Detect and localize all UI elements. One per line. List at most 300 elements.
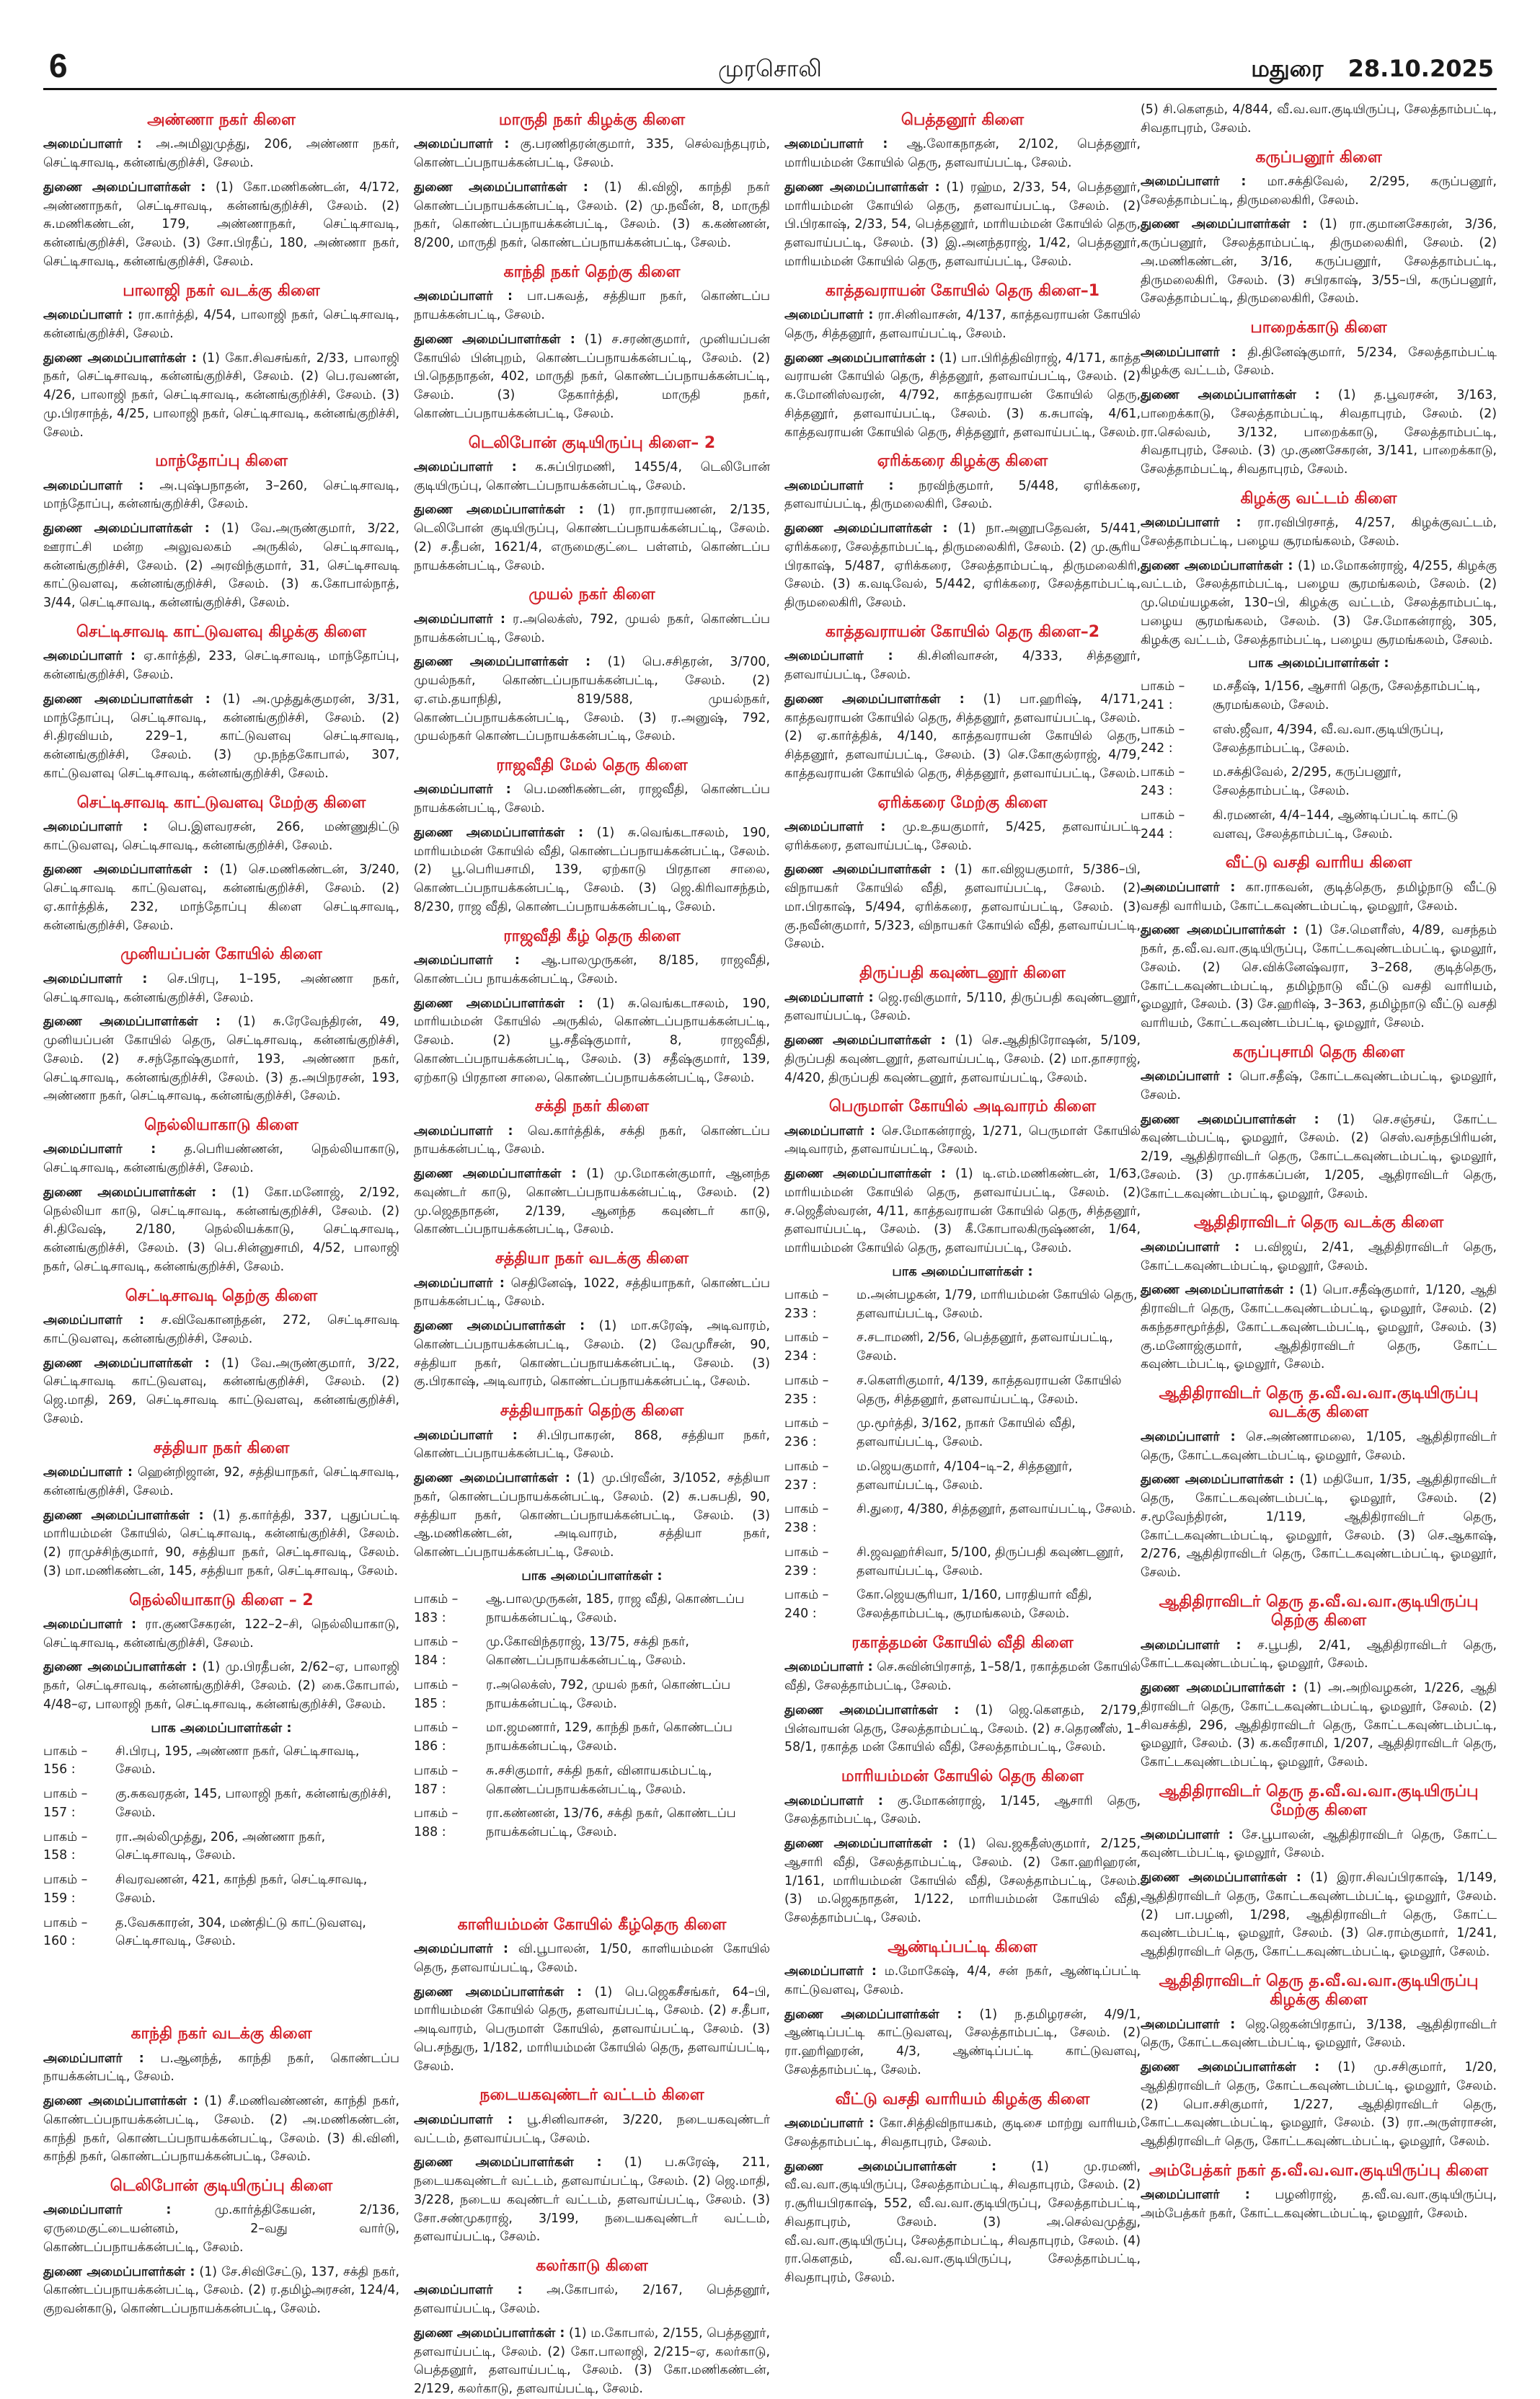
booth-row (784, 1458, 1141, 1495)
newspaper-name: முரசொலி (718, 55, 822, 82)
member-details: ச.விவேகானந்தன், 272, செட்டிசாவடி காட்டுவளவு, கன்னங்குறிச்சி, சேலம். (43, 1313, 399, 1346)
branch-heading: காத்தவராயன் கோயில் தெரு கிளை–1 (825, 281, 1100, 300)
spacer (414, 1848, 770, 1906)
member-details: (1) இரா.சிவப்பிரகாஷ், 1/149, ஆதிதிராவிடர் தெரு, கோட்டகவுண்டம்பட்டி, ஓமலூர், சேலம். (2) பா.பழனி, 1/298, ஆதிதிராவிடர் தெரு, கோட்ட கவுண்டம்பட்டி, ஓமலூர், சேலம். (3) செ.ராம்குமார், 1/241, ஆதிதிராவிடர் தெரு, கோட்டகவுண்டம்பட்டி, ஓமலூர், சேலம். (1141, 1870, 1497, 1960)
member-details: (1) டி.எம்.மணிகண்டன், 1/63, மாரியம்மன் கோயில் தெரு, தளவாய்பட்டி, சேலம். (2) ச.ஜெதீஸ்வரன், 4/11, காத்தவராயன் கோயில் தெரு, சித்தனூர், தளவாய்பட்டி, சேலம். (3) கீ.கோபாலகிருஷ்ணன், 1/64, மாரியம்மன் கோயில் தெரு, தளவாய்பட்டி, சேலம். (784, 1167, 1141, 1256)
booth-number: பாகம் – 236 : (784, 1416, 829, 1450)
member-details: பெ.இளவரசன், 266, மண்ணுதிட்டு காட்டுவளவு, செட்டிசாவடி, கன்னங்குறிச்சி, சேலம். (43, 819, 399, 853)
booth-row (414, 1676, 770, 1714)
role-label: துணை அமைப்பாளர்கள் : (1141, 1681, 1297, 1696)
member-details: (1) ப.சுரேஷ், 211, நடையகவுண்டர் வட்டம், தளவாய்பட்டி, சேலம். (2) ஜெ.மாதி, 3/228, நடைய கவுண்டர் வட்டம், தளவாய்பட்டி, சேலம். (3) சோ.சண்முகராஜ், 3/199, நடையகவுண்டர் வட்டம், தளவாய்பட்டி, சேலம். (414, 2155, 770, 2245)
member-details: (1) சு.வெங்கடாசலம், 190, மாரியம்மன் கோயில் அருகில், கொண்டப்பநாயக்கன்பட்டி, சேலம். (2) பூ.சதீஷ்குமார், 8, ராஜவீதி, கொண்டப்பநாயக்கன்பட்டி, சேலம். (3) சதீஷ்குமார், 139, ஏற்காடு பிரதான சாலை, கொண்டப்பநாயக்கன்பட்டி, சேலம். (414, 996, 770, 1085)
member-paragraph (1141, 386, 1497, 480)
role-label: துணை அமைப்பாளர்கள் : (43, 180, 206, 195)
member-details: (1) பா.ஹரிஷ், 4/171, காத்தவராயன் கோயில் தெரு, சித்தனூர், தளவாய்பட்டி, சேலம். (2) ஏ.கார்த்திக், 4/140, காத்தவராயன் கோயில் தெரு, சித்தனூர், தளவாய்பட்டி, சேலம். (3) செ.கோகுல்ராஜ், 4/79, காத்தவராயன் கோயில் தெரு, சித்தனூர், தளவாய்பட்டி, சேலம். (784, 692, 1141, 781)
role-label: துணை அமைப்பாளர்கள் : (414, 996, 584, 1011)
booth-row (784, 1501, 1141, 1538)
role-label: துணை அமைப்பாளர்கள் : (43, 1356, 210, 1371)
role-label: அமைப்பாளர் : (43, 308, 133, 323)
booth-number: பாகம் – 158 : (43, 1829, 88, 1863)
branch-heading: கலர்காடு கிளை (536, 2257, 648, 2276)
member-details: செ.மோகன்ராஜ், 1/271, பெருமாள் கோயில் அடிவாரம், தளவாய்பட்டி, சேலம். (784, 1123, 1141, 1157)
member-details: (1) ரஹ்ம, 2/33, 54, பெத்தனூர், மாரியம்மன் கோயில் தெரு, தளவாய்பட்டி, சேலம். (2) பி.பிரகாஷ், 2/33, 54, பெத்தனூர், மாரியம்மன் கோயில் தெரு, தளவாய்பட்டி, சேலம். (3) இ.அனந்தராஜ், 1/42, பெத்தனூர், மாரியம்மன் கோயில் தெரு, தளவாய்பட்டி, சேலம். (784, 180, 1141, 269)
section-subheading: பாக அமைப்பாளர்கள் : (892, 1263, 1033, 1279)
role-label: அமைப்பாளர் : (43, 1465, 133, 1480)
member-paragraph (414, 501, 770, 575)
booth-row (43, 1743, 399, 1780)
booth-member: சி.பிரபு, 195, அண்ணா நகர், செட்டிசாவடி, சேலம். (115, 1744, 360, 1777)
role-label: அமைப்பாளர் : (43, 649, 136, 664)
branch-heading: வீட்டு வசதி வாரிய கிளை (1225, 854, 1412, 872)
member-paragraph (414, 2325, 770, 2399)
branch-heading: முயல் நகர் கிளை (528, 586, 655, 604)
member-details: (1) பெ.ஜெகசீசங்கர், 64–பி, மாரியம்மன் கோயில் தெரு, தளவாய்பட்டி, சேலம். (2) ச.தீபா, அடிவாரம், பெருமாள் கோயில், தளவாய்பட்டி, சேலம். (3) பெ.சந்துரு, 1/182, மாரியம்மன் கோயில் தெரு, தளவாய்பட்டி, சேலம். (414, 1984, 770, 2074)
member-paragraph (414, 995, 770, 1088)
role-label: அமைப்பாளர் : (1141, 1240, 1240, 1255)
branch-heading: கருப்புசாமி தெரு கிளை (1232, 1043, 1405, 1061)
role-label: துணை அமைப்பாளர்கள் : (1141, 2060, 1320, 2075)
booth-row (1141, 678, 1497, 715)
role-label: துணை அமைப்பாளர்கள் : (784, 2007, 962, 2022)
booth-row (784, 1415, 1141, 1452)
booth-row (784, 1372, 1141, 1410)
member-paragraph (784, 861, 1141, 954)
member-paragraph (784, 648, 1141, 685)
member-paragraph (43, 2050, 399, 2087)
role-label: அமைப்பாளர் : (43, 2051, 144, 2066)
role-label: துணை அமைப்பாளர்கள் : (414, 2325, 565, 2341)
branch-heading: ஆண்டிப்பட்டி கிளை (888, 1938, 1037, 1956)
booth-row (1141, 721, 1497, 759)
member-details: கி.சினிவாசன், 4/333, சித்தனூர், தளவாய்பட்டி, சேலம். (784, 649, 1141, 683)
branch-heading: சத்தியா நகர் கிளை (153, 1439, 290, 1457)
member-paragraph (414, 1940, 770, 1978)
booth-row (43, 1914, 399, 1952)
member-details: (5) சி.கௌதம், 4/844, வீ.வ.வா.குடியிருப்பு, சேலத்தாம்பட்டி, சிவதாபுரம், சேலம். (1141, 102, 1497, 136)
member-paragraph (1141, 1826, 1497, 1864)
member-paragraph (784, 477, 1141, 515)
role-label: அமைப்பாளர் : (1141, 2017, 1236, 2032)
booth-number: பாகம் – 235 : (784, 1373, 829, 1407)
booth-row (784, 1544, 1141, 1581)
role-label: அமைப்பாளர் : (1141, 880, 1236, 895)
member-paragraph (414, 1470, 770, 1563)
booth-member: ம.ஜெயகுமார், 4/104–டி–2, சித்தனூர், தளவாய்பட்டி, சேலம். (857, 1459, 1073, 1493)
role-label: அமைப்பாளர் : (1141, 1069, 1233, 1084)
member-paragraph (784, 2115, 1141, 2152)
member-paragraph (784, 179, 1141, 272)
member-paragraph (784, 2006, 1141, 2080)
role-label: துணை அமைப்பாளர்கள் : (1141, 1870, 1301, 1886)
role-label: அமைப்பாளர் : (1141, 345, 1236, 360)
role-label: அமைப்பாளர் : (1141, 1429, 1236, 1444)
member-paragraph (414, 781, 770, 818)
member-paragraph (1141, 1281, 1497, 1374)
member-details: ர.அலெக்ஸ், 792, முயல் நகர், கொண்டப்ப நாயக்கன்பட்டி, சேலம். (414, 611, 770, 645)
branch-heading: கருப்பனூர் கிளை (1255, 148, 1382, 167)
member-paragraph (43, 861, 399, 935)
member-paragraph (43, 1184, 399, 1277)
role-label: அமைப்பாளர் : (43, 137, 142, 152)
booth-member: ஆ.பாலமுருகன், 185, ராஜ வீதி, கொண்டப்ப நாயக்கன்பட்டி, சேலம். (486, 1591, 745, 1625)
member-paragraph (414, 2111, 770, 2149)
booth-member: எஸ்.ஜீவா, 4/394, வீ.வ.வா.குடியிருப்பு, சேலத்தாம்பட்டி, சேலம். (1213, 722, 1444, 756)
member-paragraph (43, 818, 399, 856)
member-details: ஏ.கார்த்தி, 233, செட்டிசாவடி, மாந்தோப்பு, கன்னங்குறிச்சி, சேலம். (43, 649, 399, 683)
role-label: துணை அமைப்பாளர்கள் : (784, 692, 965, 707)
branch-heading: வீட்டு வசதி வாரியம் கிழக்கு கிளை (835, 2090, 1090, 2108)
role-label: துணை அமைப்பாளர்கள் : (414, 825, 584, 840)
member-paragraph (43, 1658, 399, 1714)
member-details: (1) ஜெ.கௌதம், 2/179, பின்வாயன் தெரு, சேலத்தாம்பட்டி, சேலம். (2) ச.தெரணீஸ், 1–58/1, ரகாத்த மன் கோயில் வீதி, சேலத்தாம்பட்டி, சேலம். (784, 1702, 1141, 1755)
branch-heading: காந்தி நகர் தெற்கு கிளை (503, 262, 681, 281)
member-details: வெ.கார்த்திக், சக்தி நகர், கொண்டப்ப நாயக்கன்பட்டி, சேலம். (414, 1123, 770, 1157)
member-details: ப.விஜய், 2/41, ஆதிதிராவிடர் தெரு, கோட்டகவுண்டம்பட்டி, ஓமலூர், சேலம். (1141, 1240, 1497, 1273)
role-label: அமைப்பாளர் : (414, 137, 510, 152)
member-paragraph (414, 136, 770, 173)
member-paragraph (1141, 879, 1497, 916)
role-label: துணை அமைப்பாளர்கள் : (1141, 388, 1320, 403)
member-paragraph (1141, 2186, 1497, 2224)
role-label: அமைப்பாளர் : (414, 1123, 513, 1139)
member-paragraph (43, 1355, 399, 1429)
booth-member: கு.சுகவரதன், 145, பாலாஜி நகர், கன்னங்குறிச்சி, சேலம். (115, 1787, 391, 1820)
member-details: செ.பிரபு, 1–195, அண்ணா நகர், செட்டிசாவடி, கன்னங்குறிச்சி, சேலம். (43, 971, 399, 1005)
branch-heading: செட்டிசாவடி தெற்கு கிளை (125, 1286, 318, 1305)
column-3 (784, 101, 1141, 2365)
branch-heading: அண்ணா நகர் கிளை (147, 111, 296, 129)
role-label: அமைப்பாளர் : (414, 953, 520, 968)
booth-row (784, 1286, 1141, 1324)
member-paragraph (43, 971, 399, 1008)
booth-member: சு.சசிகுமார், சக்தி நகர், வினாயகம்பட்டி, கொண்டப்பநாயக்கன்பட்டி, சேலம். (486, 1763, 712, 1797)
role-label: அமைப்பாளர் : (414, 2283, 523, 2298)
booth-number: பாகம் – 186 : (414, 1720, 459, 1754)
column-4 (1141, 101, 1497, 2365)
member-details: மு.உதயகுமார், 5/425, தளவாய்பட்டி ஏரிக்கரை, தளவாய்பட்டி, சேலம். (784, 819, 1141, 853)
role-label: அமைப்பாளர் : (414, 459, 517, 474)
member-paragraph (784, 1123, 1141, 1160)
member-paragraph (1141, 557, 1497, 650)
role-label: அமைப்பாளர் : (1141, 1827, 1234, 1842)
member-paragraph (43, 179, 399, 272)
role-label: அமைப்பாளர் : (43, 1617, 137, 1632)
member-paragraph (1141, 1637, 1497, 1674)
edition-info (1226, 55, 1494, 85)
role-label: அமைப்பாளர் : (414, 2112, 513, 2127)
booth-member: மா.ஜமணார், 129, காந்தி நகர், கொண்டப்ப நாயக்கன்பட்டி, சேலம். (486, 1720, 733, 1754)
booth-number: பாகம் – 234 : (784, 1330, 829, 1364)
booth-number: பாகம் – 160 : (43, 1915, 88, 1949)
booth-row (784, 1586, 1141, 1624)
member-details: (1) கி.விஜி, காந்தி நகர் கொண்டப்பநாயக்கன்பட்டி, சேலம். (2) மு.நவீன், 8, மாருதி நகர், கொண்டப்பநாயக்கன்பட்டி, சேலம். (3) க.கண்ணன், 8/200, மாருதி நகர், கொண்டப்பநாயக்கன்பட்டி, சேலம். (414, 180, 770, 251)
member-details: (1) மு.பிரவீன், 3/1052, சத்தியா நகர், கொண்டப்பநாயக்கன்பட்டி, சேலம். (2) சு.பசுபதி, 90, சத்தியா நகர், கொண்டப்பநாயக்கன்பட்டி, சேலம். (3) ஆ.மணிகண்டன், அடிவாரம், சத்தியா நகர், கொண்டப்பநாயக்கன்பட்டி, சேலம். (414, 1471, 770, 1560)
member-details: ரா.குணசேகரன், 122–2–சி, நெல்லியாகாடு, செட்டிசாவடி, கன்னங்குறிச்சி, சேலம். (43, 1617, 399, 1651)
member-paragraph (43, 2201, 399, 2257)
booth-member: மு.கோவிந்தராஜ், 13/75, சக்தி நகர், கொண்டப்பநாயக்கன்பட்டி, சேலம். (486, 1635, 689, 1669)
member-details: (1) ந.தமிழரசன், 4/9/1, ஆண்டிப்பட்டி காட்டுவளவு, சேலத்தாம்பட்டி, சேலம். (2) ரா.ஹரிஹரன், 4/3, ஆண்டிப்பட்டி காட்டுவளவு, சேலத்தாம்பட்டி, சேலம். (784, 2007, 1141, 2077)
role-label: அமைப்பாளர் : (414, 1428, 518, 1443)
branch-heading: கிழக்கு வட்டம் கிளை (1240, 489, 1397, 508)
booth-row (414, 1805, 770, 1842)
member-details: வி.பூபாலன், 1/50, காளியம்மன் கோயில் தெரு, தளவாய்பட்டி, சேலம். (414, 1942, 770, 1975)
booth-member: சி.ஜவஹர்சிவா, 5/100, திருப்பதி கவுண்டனூர், தளவாய்பட்டி, சேலம். (857, 1545, 1124, 1578)
role-label: அமைப்பாளர் : (43, 819, 148, 834)
role-label: அமைப்பாளர் : (784, 819, 886, 834)
branch-heading: முனியப்பன் கோயில் கிளை (120, 945, 322, 964)
member-paragraph (43, 1464, 399, 1501)
booth-number: பாகம் – 243 : (1141, 765, 1185, 799)
member-details: அ.கோபால், 2/167, பெத்தனூர், தளவாய்பட்டி, சேலம். (414, 2283, 770, 2317)
member-details: செதினேஷ், 1022, சத்தியாநகர், கொண்டப்ப நாயக்கன்பட்டி, சேலம். (414, 1276, 770, 1309)
branch-heading: செட்டிசாவடி காட்டுவளவு மேற்கு கிளை (76, 793, 366, 812)
booth-number: பாகம் – 238 : (784, 1502, 829, 1536)
member-details: (1) ரா.நாராயணன், 2/135, டெலிபோன் குடியிருப்பு, கொண்டப்பநாயக்கன்பட்டி, சேலம். (2) ச.தீபன், 1621/4, எருமைகுட்டை பள்ளம், கொண்டப்ப நாயக்கன்பட்டி, சேலம். (414, 503, 771, 573)
booth-number: பாகம் – 185 : (414, 1677, 459, 1711)
member-paragraph (414, 288, 770, 325)
member-details: கு.மோகன்ராஜ், 1/145, ஆசாரி தெரு, சேலத்தாம்பட்டி, சேலம். (784, 1793, 1141, 1827)
member-paragraph (43, 520, 399, 613)
column-2 (414, 101, 771, 2397)
page-number: 6 (49, 47, 68, 84)
member-paragraph (1141, 1471, 1497, 1583)
booth-number: பாகம் – 233 : (784, 1287, 829, 1321)
section-subheading: பாக அமைப்பாளர்கள் : (521, 1568, 663, 1583)
role-label: துணை அமைப்பாளர்கள் : (784, 180, 940, 195)
booth-number: பாகம் – 241 : (1141, 679, 1185, 713)
booth-number: பாகம் – 240 : (784, 1588, 829, 1622)
member-details: (1) ம.மோகன்ராஜ், 4/255, கிழக்கு வட்டம், சேலத்தாம்பட்டி, பழைய சூரமங்கலம், சேலம். (2) மு.மெய்யழகன், 130–பி, கிழக்கு வட்டம், சேலத்தாம்பட்டி, பழைய சூரமங்கலம், சேலம். (3) சே.மோகன்ராஜ், 305, கிழக்கு வட்டம், சேலத்தாம்பட்டி, பழைய சூரமங்கலம், சேலம். (1141, 558, 1497, 648)
member-details: (1) த.பூவரசன், 3/163, பாறைக்காடு, சேலத்தாம்பட்டி, சிவதாபுரம், சேலம். (2) ரா.செல்வம், 3/132, பாறைக்காடு, சேலத்தாம்பட்டி, சிவதாபுரம், சேலம். (3) மு.குணசேகரன், 3/141, பாறைக்காடு, சேலத்தாம்பட்டி, சிவதாபுரம், சேலம். (1141, 388, 1497, 477)
member-details: ச.பூபதி, 2/41, ஆதிதிராவிடர் தெரு, கோட்டகவுண்டம்பட்டி, ஓமலூர், சேலம். (1141, 1638, 1497, 1671)
member-details: ஆ.பாலமுருகன், 8/185, ராஜவீதி, கொண்டப்ப நாயக்கன்பட்டி, சேலம். (414, 953, 770, 986)
role-label: துணை அமைப்பாளர்கள் : (414, 2155, 602, 2170)
member-details: (1) நா.அனூபதேவன், 5/441, ஏரிக்கரை, சேலத்தாம்பட்டி, திருமலைகிரி, சேலம். (2) மு.சூரிய பிரகாஷ், 5/487, ஏரிக்கரை, சேலத்தாம்பட்டி, திருமலைகிரி, சேலம். (3) க.வடிவேல், 5/442, ஏரிக்கரை, சேலத்தாம்பட்டி, திருமலைகிரி, சேலம். (784, 521, 1141, 611)
member-details: (1) வே.அருண்குமார், 3/22, ஊராட்சி மன்ற அலுவலகம் அருகில், செட்டிசாவடி, கன்னங்குறிச்சி, சேலம். (2) அரவிந்குமார், 31, செட்டிசாவடி காட்டுவளவு, கன்னங்குறிச்சி, சேலம். (3) க.கோபால்நாத், 3/44, செட்டிசாவடி, கன்னங்குறிச்சி, சேலம். (43, 521, 399, 611)
booth-member: த.வேசுகாரன், 304, மண்திட்டு காட்டுவளவு, செட்டிசாவடி, சேலம். (115, 1915, 366, 1949)
member-paragraph (784, 1793, 1141, 1830)
member-details: ஜெ.ரவிகுமார், 5/110, திருப்பதி கவுண்டனூர், தளவாய்பட்டி, சேலம். (784, 990, 1141, 1024)
branch-heading: மாருதி நகர் கிழக்கு கிளை (498, 111, 686, 129)
member-details: (1) செ.ஆதிநிரோஷன், 5/109, திருப்பதி கவுண்டனூர், தளவாய்பட்டி, சேலம். (2) மா.தாசராஜ், 4/420, திருப்பதி கவுண்டனூர், தளவாய்பட்டி, சேலம். (784, 1033, 1141, 1085)
member-details: ம.மோகேஷ், 4/4, சன் நகர், ஆண்டிப்பட்டி காட்டுவளவு, சேலம். (784, 1964, 1141, 1997)
member-paragraph (414, 1165, 770, 1240)
member-paragraph (43, 350, 399, 443)
booth-number: பாகம் – 157 : (43, 1787, 88, 1820)
booth-row (43, 1829, 399, 1866)
member-paragraph (414, 1317, 770, 1392)
member-details: (1) சே.மௌரீஸ், 4/89, வசந்தம் நகர், த.வீ.வ.வா.குடியிருப்பு, கோட்டகவுண்டம்பட்டி, ஓமலூர், சேலம். (2) செ.விக்னேஷ்வரா, 3–268, குடித்தெரு, கோட்டகவுண்டம்பட்டி, தமிழ்நாடு வீட்டு வசதி வாரியம், ஓமலூர், சேலம். (3) சே.ஹரிஷ், 3–363, தமிழ்நாடு வீட்டு வசதி வாரியம், கோட்டகவுண்டம்பட்டி, ஓமலூர், சேலம். (1141, 923, 1497, 1031)
member-details: (1) கா.விஜயகுமார், 5/386–பி, விநாயகர் கோயில் வீதி, தளவாய்பட்டி, சேலம். (2) மா.பிரகாஷ், 5/494, ஏரிக்கரை, தளவாய்பட்டி, சேலம். (3) கு.நவீன்குமார், 5/323, விநாயகர் கோயில் வீதி, தளவாய்பட்டி, சேலம். (784, 862, 1141, 952)
member-details: த.பெரியண்ணன், நெல்லியாகாடு, செட்டிசாவடி, கன்னங்குறிச்சி, சேலம். (43, 1142, 399, 1176)
role-label: துணை அமைப்பாளர்கள் : (43, 862, 209, 878)
member-paragraph (1141, 514, 1497, 552)
branch-heading: திருப்பதி கவுண்டனூர் கிளை (859, 964, 1066, 983)
member-paragraph (1141, 1869, 1497, 1962)
member-paragraph (43, 1507, 399, 1581)
booth-number: பாகம் – 242 : (1141, 722, 1185, 756)
member-details: (1) அ.முத்துக்குமரன், 3/31, மாந்தோப்பு, செட்டிசாவடி, கன்னங்குறிச்சி, சேலம். (2) சி.திரவியம், 229–1, காட்டுவளவு செட்டிசாவடி, கன்னங்குறிச்சி, சேலம். (3) மு.நந்தகோபால், 307, காட்டுவளவு செட்டிசாவடி, கன்னங்குறிச்சி, சேலம். (43, 692, 399, 781)
role-label: துணை அமைப்பாளர்கள் : (1141, 217, 1308, 232)
booth-number: பாகம் – 159 : (43, 1873, 88, 1906)
member-details: அ.புஷ்பநாதன், 3–260, செட்டிசாவடி, மாந்தோப்பு, கன்னங்குறிச்சி, சேலம். (43, 478, 400, 512)
role-label: அமைப்பாளர் : (784, 2116, 875, 2131)
role-label: அமைப்பாளர் : (1141, 1638, 1242, 1653)
member-details: (1) கோ.மணிகண்டன், 4/172, அண்ணாநகர், செட்டிசாவடி, கன்னங்குறிச்சி, சேலம். (2) சு.மணிகண்டன், 179, அண்ணாநகர், செட்டிசாவடி, கன்னங்குறிச்சி, சேலம். (3) சோ.பிரதீப், 180, அண்ணா நகர், செட்டிசாவடி, கன்னங்குறிச்சி, சேலம். (43, 180, 399, 269)
branch-heading: செட்டிசாவடி காட்டுவளவு கிழக்கு கிளை (76, 622, 367, 641)
member-paragraph (43, 306, 399, 344)
section-subheading: பாக அமைப்பாளர்கள் : (151, 1720, 292, 1736)
branch-heading: நெல்லியாகாடு கிளை (144, 1116, 298, 1135)
branch-heading: ஏரிக்கரை கிழக்கு கிளை (877, 452, 1048, 471)
member-paragraph (414, 331, 770, 424)
role-label: அமைப்பாளர் : (784, 478, 894, 493)
member-details: (1) மு.பிரதீபன், 2/62–ஏ, பாலாஜி நகர், செட்டிசாவடி, கன்னங்குறிச்சி, சேலம். (2) கை.கோபால், 4/48–ஏ, பாலாஜி நகர், செட்டிசாவடி, கன்னங்குறிச்சி, சேலம். (43, 1660, 399, 1712)
role-label: அமைப்பாளர் : (43, 2203, 172, 2218)
role-label: அமைப்பாளர் : (784, 308, 874, 323)
member-details: (1) கோ.மனோஜ், 2/192, நெல்லியா காடு, செட்டிசாவடி, கன்னங்குறிச்சி, சேலம். (2) சி.திவேஷ், 2/180, நெல்லியக்காடு, செட்டிசாவடி, கன்னங்குறிச்சி, சேலம். (3) பெ.சின்னுசாமி, 4/52, பாலாஜி நகர், செட்டிசாவடி, கன்னங்குறிச்சி, சேலம். (43, 1185, 400, 1274)
member-details: கு.பரணிதரன்குமார், 335, செல்வந்தபுரம், கொண்டப்பநாயக்கன்பட்டி, சேலம். (414, 137, 770, 171)
role-label: அமைப்பாளர் : (784, 1964, 877, 1979)
member-details: (1) செ.மணிகண்டன், 3/240, செட்டிசாவடி காட்டுவளவு, கன்னங்குறிச்சி, சேலம். (2) ஏ.கார்த்திக், 232, மாந்தோப்பு கிளை செட்டிசாவடி, கன்னங்குறிச்சி, சேலம். (43, 862, 399, 933)
member-details: பூ.சினிவாசன், 3/220, நடையகவுண்டர் வட்டம், தளவாய்பட்டி, சேலம். (414, 2112, 770, 2146)
role-label: துணை அமைப்பாளர்கள் : (1141, 558, 1293, 573)
role-label: துணை அமைப்பாளர்கள் : (414, 1984, 583, 2000)
role-label: துணை அமைப்பாளர்கள் : (414, 180, 588, 195)
branch-heading: பாலாஜி நகர் வடக்கு கிளை (123, 281, 320, 300)
member-details: (1) வெ.ஜகதீஸ்குமார், 2/125, ஆசாரி வீதி, சேலத்தாம்பட்டி, சேலம். (2) கோ.ஹரிஹரன், 1/161, மாரியம்மன் கோயில் வீதி, சேலத்தாம்பட்டி, சேலம். (3) ம.ஜெகநாதன், 1/122, மாரியம்மன் கோயில் வீதி, சேலத்தாம்பட்டி, சேலம். (784, 1837, 1141, 1926)
role-label: துணை அமைப்பாளர்கள் : (1141, 923, 1298, 938)
booth-member: கி.ரமணன், 4/4–144, ஆண்டிப்பட்டி காட்டு வளவு, சேலத்தாம்பட்டி, சேலம். (1213, 808, 1459, 841)
member-paragraph (784, 989, 1141, 1027)
member-paragraph (414, 1123, 770, 1160)
member-details: (1) வே.அருண்குமார், 3/22, செட்டிசாவடி காட்டுவளவு, கன்னங்குறிச்சி, சேலம். (2) ஜெ.மாதி, 269, செட்டிசாவடி காட்டுவளவு, கன்னங்குறிச்சி, சேலம். (43, 1356, 399, 1426)
role-label: அமைப்பாளர் : (414, 782, 511, 798)
branch-heading: மாரியம்மன் கோயில் தெரு கிளை (841, 1767, 1084, 1786)
booth-row (1141, 807, 1497, 844)
role-label: துணை அமைப்பாளர்கள் : (43, 350, 197, 366)
booth-member: ச.சடாமணி, 2/56, பெத்தனூர், தளவாய்பட்டி, சேலம். (857, 1330, 1113, 1364)
member-details: ஜெ.ஜெகன்பிரதாப், 3/138, ஆதிதிராவிடர் தெரு, கோட்டகவுண்டம்பட்டி, ஓமலூர், சேலம். (1141, 2017, 1497, 2051)
member-details: (1) மதியோ, 1/35, ஆதிதிராவிடர் தெரு, கோட்டகவுண்டம்பட்டி, ஓமலூர், சேலம். (2) ச.மூவேந்திரன், 1/119, ஆதிதிராவிடர் தெரு, கோட்டகவுண்டம்பட்டி, ஓமலூர், சேலம். (3) செ.ஆகாஷ், 2/276, ஆதிதிராவிடர் தெரு, கோட்டகவுண்டம்பட்டி, ஓமலூர், சேலம். (1141, 1472, 1497, 1581)
role-label: அமைப்பாளர் : (784, 1123, 875, 1139)
member-details: (1) ச.சரண்குமார், முனியப்பன் கோயில் பின்புறம், கொண்டப்பநாயக்கன்பட்டி, சேலம். (2) பி.நெதநாதன், 402, மாருதி நகர், கொண்டப்பநாயக்கன்பட்டி, சேலம். (3) தேகார்த்தி, மாருதி நகர், கொண்டப்பநாயக்கன்பட்டி, சேலம். (414, 332, 770, 421)
member-paragraph (784, 1658, 1141, 1696)
member-paragraph (784, 1165, 1141, 1258)
booth-member: ர.அலெக்ஸ், 792, முயல் நகர், கொண்டப்ப நாயக்கன்பட்டி, சேலம். (486, 1677, 731, 1711)
member-paragraph (414, 1275, 770, 1312)
branch-heading: ஆதிதிராவிடர் தெரு த.வீ.வ.வா.குடியிருப்பு தெற்கு கிளை (1159, 1592, 1479, 1630)
member-paragraph (414, 2281, 770, 2319)
role-label: துணை அமைப்பாளர்கள் : (414, 503, 584, 518)
member-paragraph (1141, 2016, 1497, 2054)
edition-city: மதுரை (1251, 55, 1324, 82)
member-paragraph (414, 1984, 770, 2077)
role-label: துணை அமைப்பாளர்கள் : (784, 862, 946, 878)
member-paragraph (1141, 1428, 1497, 1466)
role-label: அமைப்பாளர் : (414, 611, 505, 627)
role-label: துணை அமைப்பாளர்கள் : (43, 2264, 195, 2279)
member-paragraph (784, 1963, 1141, 2000)
role-label: துணை அமைப்பாளர்கள் : (414, 1167, 577, 1182)
booth-number: பாகம் – 188 : (414, 1806, 459, 1840)
booth-row (784, 1329, 1141, 1366)
branch-heading: டெலிபோன் குடியிருப்பு கிளை (110, 2177, 333, 2196)
role-label: அமைப்பாளர் : (43, 478, 144, 493)
role-label: அமைப்பாளர் : (784, 990, 874, 1005)
branch-heading: காத்தவராயன் கோயில் தெரு கிளை–2 (825, 622, 1100, 641)
role-label: துணை அமைப்பாளர்கள் : (414, 332, 575, 347)
branch-heading: அம்பேத்கர் நகர் த.வீ.வ.வா.குடியிருப்பு கிளை (1149, 2161, 1489, 2180)
member-paragraph (43, 2263, 399, 2319)
role-label: துணை அமைப்பாளர்கள் : (43, 1185, 217, 1200)
role-label: துணை அமைப்பாளர்கள் : (43, 692, 211, 707)
role-label: அமைப்பாளர் : (1141, 174, 1247, 189)
member-details: அ.அமிலுமுத்து, 206, அண்ணா நகர், செட்டிசாவடி, கன்னங்குறிச்சி, சேலம். (43, 137, 399, 171)
booth-member: கோ.ஜெயசூரியா, 1/160, பாரதியார் வீதி, சேலத்தாம்பட்டி, சூரமங்கலம், சேலம். (857, 1588, 1092, 1622)
role-label: துணை அமைப்பாளர்கள் : (414, 1319, 585, 1334)
member-paragraph (784, 818, 1141, 856)
booth-number: பாகம் – 156 : (43, 1744, 88, 1777)
branch-heading: பெத்தனூர் கிளை (900, 111, 1025, 129)
member-details: ஹென்றிஜான், 92, சத்தியாநகர், செட்டிசாவடி, கன்னங்குறிச்சி, சேலம். (43, 1465, 399, 1498)
booth-row (43, 1785, 399, 1823)
member-details: (1) மு.மோகன்குமார், ஆனந்த கவுண்டர் காடு, கொண்டப்பநாயக்கன்பட்டி, சேலம். (2) மு.ஜெதநாதன், 2/139, ஆனந்த கவுண்டர் காடு, கொண்டப்பநாயக்கன்பட்டி, சேலம். (414, 1167, 771, 1237)
member-details: (1) செ.சஞ்சய், கோட்ட கவுண்டம்பட்டி, ஓமலூர், சேலம். (2) செஸ்.வசந்தபிரியன், 2/19, ஆதிதிராவிடர் தெரு, கோட்டகவுண்டம்பட்டி, ஓமலூர், சேலம். (3) மு.ராக்கப்பன், 1/205, ஆதிராவிடர் தெரு, கோட்டகவுண்டம்பட்டி, ஓமலூர், சேலம். (1141, 1112, 1497, 1201)
member-details: (1) ம.கோபால், 2/155, பெத்தனூர், தளவாய்பட்டி, சேலம். (2) கோ.பாலாஜி, 2/215–ஏ, கலர்காடு, பெத்தனூர், தளவாய்பட்டி, சேலம். (3) கோ.மணிகண்டன், 2/129, கலர்காடு, தளவாய்பட்டி, சேலம். (414, 2325, 770, 2397)
role-label: அமைப்பாளர் : (784, 137, 888, 152)
booth-number: பாகம் – 239 : (784, 1545, 829, 1578)
member-paragraph (1141, 1679, 1497, 1772)
branch-heading: ஆதிதிராவிடர் தெரு த.வீ.வ.வா.குடியிருப்பு மேற்கு கிளை (1159, 1782, 1479, 1820)
branch-heading: பெருமாள் கோயில் அடிவாரம் கிளை (828, 1097, 1097, 1116)
member-paragraph (43, 2093, 399, 2167)
booth-row (1141, 764, 1497, 801)
member-details: கோ.சித்திவிநாயகம், குடிசை மாற்று வாரியம், சேலத்தாம்பட்டி, சிவதாபுரம், சேலம். (784, 2116, 1141, 2150)
booth-member: ம.அன்பழகன், 1/79, மாரியம்மன் கோயில் தெரு, தளவாய்பட்டி, சேலம். (857, 1287, 1138, 1321)
booth-row (414, 1633, 770, 1671)
member-details: (1) மா.சுரேஷ், அடிவாரம், கொண்டப்பநாயக்கன்பட்டி, சேலம். (2) வேமுரீசன், 90, சத்தியா நகர், கொண்டப்பநாயக்கன்பட்டி, சேலம். (3) கு.பிரகாஷ், அடிவாரம், கொண்டப்பநாயக்கன்பட்டி, சேலம். (414, 1319, 770, 1390)
role-label: அமைப்பாளர் : (43, 1313, 145, 1328)
booth-member: ரா.அல்லிமுத்து, 206, அண்ணா நகர், செட்டிசாவடி, சேலம். (115, 1829, 326, 1863)
branch-heading: காந்தி நகர் வடக்கு கிளை (130, 2025, 312, 2044)
member-paragraph (1141, 216, 1497, 309)
member-paragraph (1141, 922, 1497, 1033)
booth-member: ச.கௌரிகுமார், 4/139, காத்தவராயன் கோயில் தெரு, சித்தனூர், தளவாய்பட்டி, சேலம். (857, 1373, 1122, 1407)
member-paragraph (784, 1835, 1141, 1928)
booth-member: ம.சக்திவேல், 2/295, கருப்பனூர், சேலத்தாம்பட்டி, சேலம். (1213, 765, 1402, 799)
member-details: ரா.சினிவாசன், 4/137, காத்தவராயன் கோயில் தெரு, சித்தனூர், தளவாய்பட்டி, சேலம். (784, 308, 1141, 341)
member-paragraph (414, 2154, 770, 2247)
member-paragraph (1141, 1239, 1497, 1276)
booth-number: பாகம் – 184 : (414, 1635, 459, 1669)
member-paragraph (414, 179, 770, 253)
booth-number: பாகம் – 244 : (1141, 808, 1185, 841)
section-subheading: பாக அமைப்பாளர்கள் : (1248, 655, 1389, 671)
member-details: (1) த.கார்த்தி, 337, புதுப்பட்டி மாரியம்மன் கோயில், செட்டிசாவடி, கன்னங்குறிச்சி, சேலம். (2) ராமுச்சிந்குமார், 90, சத்தியா நகர், செட்டிசாவடி, சேலம். (3) மா.மணிகண்டன், 145, சத்தியா நகர், செட்டிசாவடி, சேலம். (43, 1508, 399, 1578)
role-label: அமைப்பாளர் : (784, 1660, 873, 1675)
member-paragraph (43, 1141, 399, 1178)
role-label: அமைப்பாளர் : (414, 1276, 505, 1291)
booth-row (414, 1762, 770, 1800)
member-paragraph (43, 477, 399, 515)
branch-heading: மாந்தோப்பு கிளை (155, 452, 288, 471)
member-paragraph (784, 306, 1141, 344)
member-details: (1) சே.சிவிசேட்டு, 137, சக்தி நகர், கொண்டப்பநாயக்கன்பட்டி, சேலம். (2) ர.தமிழ்அரசன், 124/4, குறவன்காடு, கொண்டப்பநாயக்கன்பட்டி, சேலம். (43, 2264, 399, 2317)
member-details: (1) மு.ரமணி, வீ.வ.வா.குடியிருப்பு, சேலத்தாம்பட்டி, சிவதாபுரம், சேலம். (2) ர.சூரியபிரகாஷ், 552, வீ.வ.வா.குடியிருப்பு, சேலத்தாம்பட்டி, சிவதாபுரம், சேலம். (3) அ.செல்வமுத்து, வீ.வ.வா.குடியிருப்பு, சேலத்தாம்பட்டி, சிவதாபுரம், சேலம். (4) ரா.கௌதம், வீ.வ.வா.குடியிருப்பு, சேலத்தாம்பட்டி, சிவதாபுரம், சேலம். (784, 2159, 1141, 2286)
member-paragraph (784, 691, 1141, 784)
role-label: அமைப்பாளர் : (784, 1793, 883, 1808)
